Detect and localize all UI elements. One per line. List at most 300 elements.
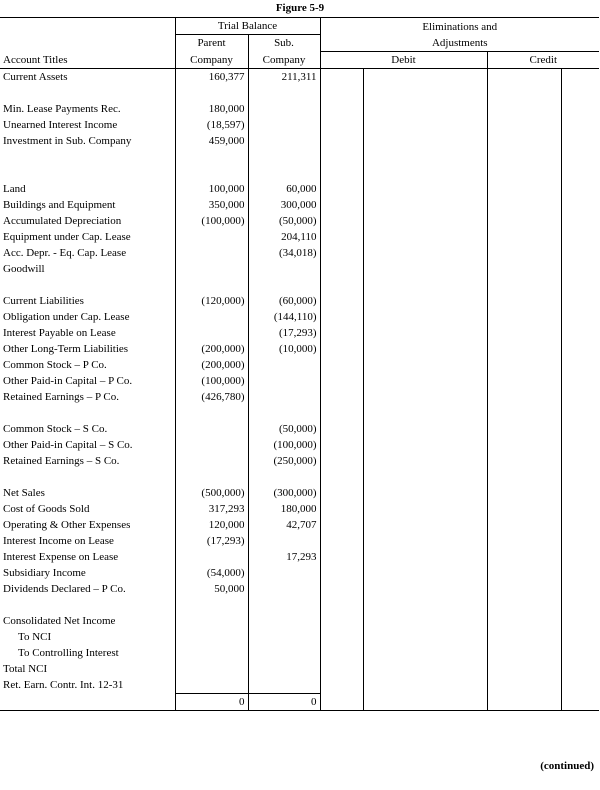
credit-amount-cell	[561, 133, 599, 149]
parent-amount-cell	[175, 421, 248, 437]
parent-amount-cell: (200,000)	[175, 341, 248, 357]
sub-amount-cell: 180,000	[248, 501, 320, 517]
account-title-cell: Other Long-Term Liabilities	[3, 342, 129, 355]
parent-amount-cell	[175, 229, 248, 245]
debit-amount-cell	[363, 101, 487, 117]
debit-key-cell	[320, 197, 363, 213]
parent-amount-cell: 160,377	[175, 68, 248, 85]
credit-amount-cell	[561, 197, 599, 213]
debit-amount-cell	[363, 485, 487, 501]
account-title-cell: Other Paid-in Capital – S Co.	[3, 438, 133, 451]
debit-key-cell	[320, 581, 363, 597]
account-title-cell: To NCI	[18, 630, 52, 643]
debit-amount-cell	[363, 645, 487, 661]
adjustments-header: Adjustments	[320, 35, 599, 52]
header-blank-cell	[0, 35, 175, 52]
table-row	[0, 453, 599, 469]
debit-key-cell	[320, 245, 363, 261]
parent-amount-cell: 459,000	[175, 133, 248, 149]
debit-header: Debit	[320, 51, 487, 68]
table-row	[0, 149, 599, 165]
credit-amount-cell	[561, 149, 599, 165]
table-row	[0, 629, 599, 645]
debit-amount-cell	[363, 341, 487, 357]
header-row-1	[0, 18, 599, 35]
credit-amount-cell	[561, 597, 599, 613]
credit-amount-cell	[561, 213, 599, 229]
table-row	[0, 101, 599, 117]
debit-key-cell	[320, 293, 363, 309]
sub-amount-cell	[248, 469, 320, 485]
sub-amount-cell: 300,000	[248, 197, 320, 213]
account-title-cell: Net Sales	[3, 486, 45, 499]
sub-amount-cell	[248, 389, 320, 405]
debit-amount-cell	[363, 565, 487, 581]
account-title-cell	[0, 405, 175, 421]
table-row	[0, 245, 599, 261]
header-blank-cell	[0, 18, 175, 35]
parent-amount-cell: (200,000)	[175, 357, 248, 373]
debit-amount-cell	[363, 629, 487, 645]
credit-key-cell	[487, 677, 561, 694]
debit-amount-cell	[363, 181, 487, 197]
credit-key-cell	[487, 597, 561, 613]
credit-amount-cell	[561, 677, 599, 694]
credit-key-cell	[487, 325, 561, 341]
parent-amount-cell	[175, 661, 248, 677]
parent-amount-cell	[175, 469, 248, 485]
parent-amount-cell	[175, 453, 248, 469]
credit-amount-cell	[561, 68, 599, 85]
debit-key-cell	[320, 325, 363, 341]
credit-key-cell	[487, 68, 561, 85]
sub-amount-cell: 211,311	[248, 68, 320, 85]
table-row	[0, 405, 599, 421]
credit-amount-cell	[561, 549, 599, 565]
account-title-cell: Acc. Depr. - Eq. Cap. Lease	[3, 246, 127, 259]
parent-amount-cell: (120,000)	[175, 293, 248, 309]
debit-key-cell	[320, 517, 363, 533]
parent-amount-cell: 350,000	[175, 197, 248, 213]
credit-key-cell	[487, 197, 561, 213]
credit-amount-cell	[561, 533, 599, 549]
table-row	[0, 565, 599, 581]
table-row	[0, 85, 599, 101]
sub-header-line1: Sub.	[248, 35, 320, 52]
sub-amount-cell	[248, 629, 320, 645]
account-title-cell	[0, 277, 175, 293]
debit-amount-cell	[363, 581, 487, 597]
account-title-cell	[0, 85, 175, 101]
account-title-cell: Min. Lease Payments Rec.	[3, 102, 121, 115]
table-row	[0, 165, 599, 181]
credit-key-cell	[487, 453, 561, 469]
credit-amount-cell	[561, 405, 599, 421]
credit-amount-cell	[561, 645, 599, 661]
sub-amount-cell: 0	[248, 693, 320, 710]
account-title-cell	[0, 469, 175, 485]
table-row	[0, 549, 599, 565]
debit-amount-cell	[363, 677, 487, 694]
credit-key-cell	[487, 661, 561, 677]
parent-amount-cell	[175, 677, 248, 694]
debit-amount-cell	[363, 133, 487, 149]
debit-amount-cell	[363, 165, 487, 181]
debit-key-cell	[320, 261, 363, 277]
credit-key-cell	[487, 293, 561, 309]
parent-amount-cell	[175, 85, 248, 101]
table-row	[0, 117, 599, 133]
credit-key-cell	[487, 149, 561, 165]
credit-amount-cell	[561, 565, 599, 581]
credit-key-cell	[487, 101, 561, 117]
credit-key-cell	[487, 357, 561, 373]
credit-amount-cell	[561, 421, 599, 437]
account-title-cell: Investment in Sub. Company	[3, 134, 132, 147]
debit-key-cell	[320, 437, 363, 453]
credit-amount-cell	[561, 581, 599, 597]
table-row	[0, 485, 599, 501]
table-row	[0, 661, 599, 677]
debit-amount-cell	[363, 517, 487, 533]
debit-amount-cell	[363, 149, 487, 165]
header-row-2	[0, 35, 599, 52]
debit-key-cell	[320, 613, 363, 629]
debit-key-cell	[320, 213, 363, 229]
sub-amount-cell: (34,018)	[248, 245, 320, 261]
sub-amount-cell: 204,110	[248, 229, 320, 245]
credit-key-cell	[487, 437, 561, 453]
sub-amount-cell	[248, 533, 320, 549]
debit-key-cell	[320, 469, 363, 485]
credit-amount-cell	[561, 245, 599, 261]
parent-amount-cell	[175, 629, 248, 645]
sub-amount-cell	[248, 133, 320, 149]
debit-key-cell	[320, 229, 363, 245]
debit-amount-cell	[363, 197, 487, 213]
credit-key-cell	[487, 405, 561, 421]
account-title-cell: Ret. Earn. Contr. Int. 12-31	[3, 679, 124, 691]
parent-amount-cell: (426,780)	[175, 389, 248, 405]
credit-key-cell	[487, 501, 561, 517]
sub-amount-cell	[248, 581, 320, 597]
debit-amount-cell	[363, 261, 487, 277]
credit-key-cell	[487, 389, 561, 405]
account-title-cell: Other Paid-in Capital – P Co.	[3, 374, 133, 387]
account-title-cell: Unearned Interest Income	[3, 118, 118, 131]
account-title-cell: Current Assets	[0, 68, 175, 85]
account-title-cell: Cost of Goods Sold	[3, 502, 90, 515]
credit-amount-cell	[561, 277, 599, 293]
debit-key-cell	[320, 421, 363, 437]
credit-amount-cell	[561, 453, 599, 469]
sub-amount-cell	[248, 661, 320, 677]
sub-amount-cell: (17,293)	[248, 325, 320, 341]
credit-key-cell	[487, 277, 561, 293]
parent-amount-cell: 180,000	[175, 101, 248, 117]
sub-amount-cell	[248, 277, 320, 293]
debit-key-cell	[320, 597, 363, 613]
debit-amount-cell	[363, 597, 487, 613]
sub-amount-cell	[248, 565, 320, 581]
table-row	[0, 437, 599, 453]
account-title-cell	[0, 149, 175, 165]
debit-key-cell	[320, 533, 363, 549]
debit-amount-cell	[363, 213, 487, 229]
table-row	[0, 325, 599, 341]
debit-key-cell	[320, 389, 363, 405]
credit-amount-cell	[561, 469, 599, 485]
account-title-cell: Common Stock – S Co.	[3, 422, 108, 435]
parent-amount-cell: (17,293)	[175, 533, 248, 549]
credit-key-cell	[487, 517, 561, 533]
credit-amount-cell	[561, 309, 599, 325]
table-row	[0, 581, 599, 597]
table-row	[0, 469, 599, 485]
parent-header-line2: Company	[175, 51, 248, 68]
table-row	[0, 613, 599, 629]
credit-key-cell	[487, 421, 561, 437]
sub-amount-cell: (300,000)	[248, 485, 320, 501]
credit-key-cell	[487, 309, 561, 325]
account-title-cell: Retained Earnings – S Co.	[3, 454, 120, 467]
sub-amount-cell	[248, 645, 320, 661]
table-row	[0, 357, 599, 373]
credit-key-cell	[487, 565, 561, 581]
table-row	[0, 341, 599, 357]
debit-key-cell	[320, 549, 363, 565]
credit-amount-cell	[561, 389, 599, 405]
credit-amount-cell	[561, 661, 599, 677]
debit-amount-cell	[363, 437, 487, 453]
debit-amount-cell	[363, 453, 487, 469]
sub-amount-cell: (10,000)	[248, 341, 320, 357]
debit-key-cell	[320, 645, 363, 661]
credit-key-cell	[487, 245, 561, 261]
sub-amount-cell: (144,110)	[248, 309, 320, 325]
debit-key-cell	[320, 85, 363, 101]
debit-key-cell	[320, 405, 363, 421]
parent-amount-cell	[175, 405, 248, 421]
parent-amount-cell	[175, 261, 248, 277]
credit-amount-cell	[561, 101, 599, 117]
credit-key-cell	[487, 469, 561, 485]
credit-amount-cell	[561, 613, 599, 629]
sub-header-line2: Company	[248, 51, 320, 68]
table-row	[0, 693, 599, 710]
table-row	[0, 197, 599, 213]
trial-balance-header: Trial Balance	[175, 18, 320, 35]
table-row	[0, 501, 599, 517]
account-title-cell: Operating & Other Expenses	[3, 518, 131, 531]
account-title-cell: Retained Earnings – P Co.	[3, 390, 119, 403]
credit-key-cell	[487, 213, 561, 229]
sub-amount-cell: (100,000)	[248, 437, 320, 453]
debit-amount-cell	[363, 325, 487, 341]
debit-amount-cell	[363, 549, 487, 565]
parent-amount-cell: 100,000	[175, 181, 248, 197]
sub-amount-cell: (50,000)	[248, 421, 320, 437]
sub-amount-cell	[248, 597, 320, 613]
credit-amount-cell	[561, 229, 599, 245]
parent-amount-cell	[175, 597, 248, 613]
credit-amount-cell	[561, 85, 599, 101]
sub-amount-cell: 17,293	[248, 549, 320, 565]
credit-key-cell	[487, 629, 561, 645]
credit-key-cell	[487, 341, 561, 357]
credit-key-cell	[487, 645, 561, 661]
table-row	[0, 389, 599, 405]
debit-key-cell	[320, 117, 363, 133]
table-row	[0, 373, 599, 389]
account-title-cell: Dividends Declared – P Co.	[3, 582, 126, 595]
debit-key-cell	[320, 68, 363, 85]
sub-amount-cell	[248, 373, 320, 389]
debit-key-cell	[320, 693, 363, 710]
sub-amount-cell: (250,000)	[248, 453, 320, 469]
account-title-cell	[0, 693, 175, 710]
parent-amount-cell	[175, 245, 248, 261]
table-row	[0, 213, 599, 229]
debit-key-cell	[320, 485, 363, 501]
account-title-cell: Total NCI	[3, 662, 48, 675]
account-title-cell: Land	[3, 182, 26, 195]
table-row	[0, 517, 599, 533]
sub-amount-cell	[248, 117, 320, 133]
debit-key-cell	[320, 133, 363, 149]
credit-amount-cell	[561, 373, 599, 389]
account-title-cell: Current Liabilities	[3, 294, 84, 307]
debit-amount-cell	[363, 309, 487, 325]
sub-amount-cell	[248, 149, 320, 165]
sub-amount-cell: 42,707	[248, 517, 320, 533]
table-row	[0, 597, 599, 613]
credit-key-cell	[487, 693, 561, 710]
debit-key-cell	[320, 277, 363, 293]
debit-key-cell	[320, 373, 363, 389]
debit-key-cell	[320, 181, 363, 197]
debit-key-cell	[320, 661, 363, 677]
sub-amount-cell	[248, 261, 320, 277]
parent-amount-cell: (100,000)	[175, 213, 248, 229]
parent-amount-cell	[175, 277, 248, 293]
account-title-cell: Obligation under Cap. Lease	[3, 310, 130, 323]
account-title-cell	[0, 597, 175, 613]
credit-amount-cell	[561, 293, 599, 309]
credit-amount-cell	[561, 341, 599, 357]
account-title-cell: Accumulated Depreciation	[3, 214, 122, 227]
account-title-cell: Buildings and Equipment	[3, 198, 116, 211]
parent-amount-cell: (100,000)	[175, 373, 248, 389]
sub-amount-cell	[248, 85, 320, 101]
table-row	[0, 229, 599, 245]
table-row	[0, 533, 599, 549]
debit-amount-cell	[363, 85, 487, 101]
credit-key-cell	[487, 485, 561, 501]
account-title-cell: Interest Expense on Lease	[3, 550, 119, 563]
sub-amount-cell	[248, 165, 320, 181]
debit-amount-cell	[363, 293, 487, 309]
credit-key-cell	[487, 165, 561, 181]
sub-amount-cell	[248, 357, 320, 373]
debit-amount-cell	[363, 229, 487, 245]
account-title-cell: Interest Payable on Lease	[3, 326, 116, 339]
debit-amount-cell	[363, 117, 487, 133]
parent-amount-cell	[175, 613, 248, 629]
parent-amount-cell	[175, 149, 248, 165]
parent-amount-cell	[175, 437, 248, 453]
table-row	[0, 421, 599, 437]
credit-amount-cell	[561, 629, 599, 645]
eliminations-header: Eliminations and	[320, 18, 599, 35]
credit-amount-cell	[561, 693, 599, 710]
parent-amount-cell	[175, 645, 248, 661]
account-title-cell: Subsidiary Income	[3, 566, 86, 579]
sub-amount-cell: 60,000	[248, 181, 320, 197]
consolidation-worksheet	[0, 17, 599, 711]
table-row	[0, 181, 599, 197]
sub-amount-cell: (60,000)	[248, 293, 320, 309]
sub-amount-cell	[248, 101, 320, 117]
account-title-cell: To Controlling Interest	[18, 646, 119, 659]
table-row	[0, 677, 599, 694]
debit-key-cell	[320, 165, 363, 181]
account-title-cell: Goodwill	[3, 262, 45, 275]
debit-amount-cell	[363, 357, 487, 373]
debit-amount-cell	[363, 501, 487, 517]
debit-key-cell	[320, 501, 363, 517]
debit-amount-cell	[363, 68, 487, 85]
table-row	[0, 261, 599, 277]
debit-amount-cell	[363, 661, 487, 677]
parent-amount-cell: 120,000	[175, 517, 248, 533]
parent-amount-cell: (18,597)	[175, 117, 248, 133]
header-row-3	[0, 51, 599, 68]
table-row	[0, 309, 599, 325]
debit-key-cell	[320, 309, 363, 325]
credit-key-cell	[487, 261, 561, 277]
debit-key-cell	[320, 149, 363, 165]
credit-amount-cell	[561, 517, 599, 533]
credit-key-cell	[487, 549, 561, 565]
credit-key-cell	[487, 117, 561, 133]
parent-amount-cell: (54,000)	[175, 565, 248, 581]
debit-amount-cell	[363, 421, 487, 437]
figure-title: Figure 5-9	[275, 2, 325, 14]
credit-amount-cell	[561, 357, 599, 373]
parent-amount-cell	[175, 549, 248, 565]
debit-amount-cell	[363, 613, 487, 629]
debit-amount-cell	[363, 533, 487, 549]
debit-amount-cell	[363, 373, 487, 389]
account-title-cell: Common Stock – P Co.	[3, 358, 107, 371]
parent-amount-cell	[175, 165, 248, 181]
credit-key-cell	[487, 85, 561, 101]
table-row	[0, 68, 599, 85]
parent-header-line1: Parent	[175, 35, 248, 52]
parent-amount-cell: 0	[175, 693, 248, 710]
account-title-cell: Interest Income on Lease	[3, 534, 114, 547]
debit-key-cell	[320, 357, 363, 373]
table-row	[0, 645, 599, 661]
account-title-cell: Consolidated Net Income	[3, 614, 116, 627]
sub-amount-cell	[248, 405, 320, 421]
debit-amount-cell	[363, 277, 487, 293]
credit-key-cell	[487, 133, 561, 149]
continued-note: (continued)	[540, 760, 594, 772]
debit-key-cell	[320, 677, 363, 694]
credit-amount-cell	[561, 261, 599, 277]
